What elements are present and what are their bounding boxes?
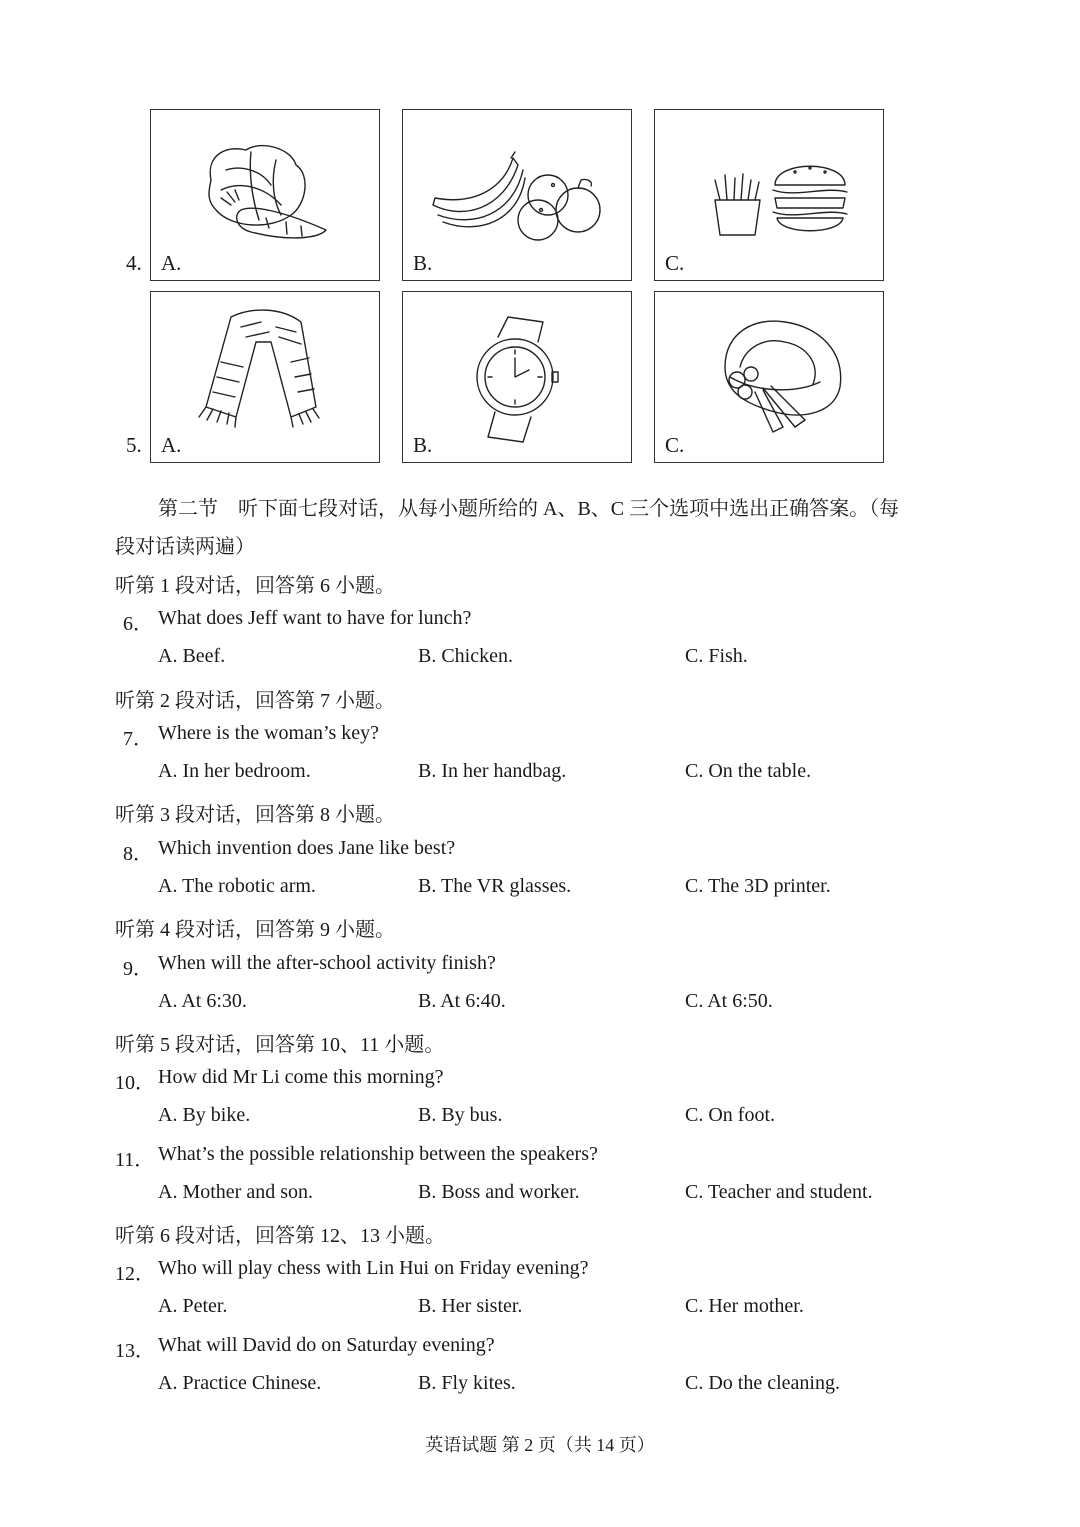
option-c[interactable]: C. On foot.: [685, 1104, 775, 1126]
option-label: A.: [161, 251, 182, 275]
question-number: 12．: [115, 1263, 155, 1285]
question-number: 6．: [123, 613, 153, 635]
option-a[interactable]: A. In her bedroom.: [158, 760, 311, 782]
option-c[interactable]: C. The 3D printer.: [685, 875, 831, 897]
option-a[interactable]: A. Mother and son.: [158, 1181, 313, 1203]
option-a[interactable]: A. At 6:30.: [158, 990, 247, 1012]
page-footer: 英语试题 第 2 页（共 14 页）: [425, 1435, 655, 1455]
option-a[interactable]: A. Practice Chinese.: [158, 1372, 322, 1394]
option-a[interactable]: A. By bike.: [158, 1104, 251, 1126]
question-text: Where is the woman’s key?: [158, 722, 380, 744]
option-b[interactable]: B. By bus.: [418, 1104, 503, 1126]
bananas-oranges-illustration: [403, 110, 633, 282]
question-number: 8．: [123, 843, 153, 865]
dialogue-intro: 听第 2 段对话，回答第 7 小题。: [115, 690, 395, 712]
option-b[interactable]: B. The VR glasses.: [418, 875, 572, 897]
question-number: 11．: [115, 1149, 155, 1171]
section-2-instructions: 第二节 听下面七段对话，从每小题所给的 A、B、C 三个选项中选出正确答案。（每: [158, 498, 900, 520]
option-label: C.: [665, 251, 685, 275]
option-4b-picture[interactable]: [402, 109, 632, 281]
option-b[interactable]: B. Boss and worker.: [418, 1181, 580, 1203]
question-number: 13．: [115, 1340, 155, 1362]
section-2-instructions-cont: 段对话读两遍）: [115, 536, 255, 558]
question-text: What does Jeff want to have for lunch?: [158, 607, 472, 629]
option-label: B.: [413, 251, 433, 275]
cabbage-carrot-illustration: [151, 110, 381, 282]
option-b[interactable]: B. In her handbag.: [418, 760, 567, 782]
question-4-number: 4.: [126, 251, 142, 275]
option-a[interactable]: A. Beef.: [158, 645, 226, 667]
option-b[interactable]: B. Her sister.: [418, 1295, 523, 1317]
option-c[interactable]: C. At 6:50.: [685, 990, 773, 1012]
fries-burger-illustration: [655, 110, 885, 282]
question-text: What’s the possible relationship between the speakers?: [158, 1143, 598, 1165]
option-c[interactable]: C. On the table.: [685, 760, 812, 782]
question-text: When will the after-school activity finish?: [158, 952, 496, 974]
option-5b-picture[interactable]: [402, 291, 632, 463]
option-c[interactable]: C. Her mother.: [685, 1295, 804, 1317]
dialogue-intro: 听第 1 段对话，回答第 6 小题。: [115, 575, 395, 597]
option-label: B.: [413, 433, 433, 457]
dialogue-intro: 听第 5 段对话，回答第 10、11 小题。: [115, 1034, 445, 1056]
question-number: 9．: [123, 958, 153, 980]
option-b[interactable]: B. At 6:40.: [418, 990, 506, 1012]
question-text: What will David do on Saturday evening?: [158, 1334, 495, 1356]
dialogue-intro: 听第 4 段对话，回答第 9 小题。: [115, 919, 395, 941]
option-5a-picture[interactable]: [150, 291, 380, 463]
option-a[interactable]: A. The robotic arm.: [158, 875, 316, 897]
option-b[interactable]: B. Fly kites.: [418, 1372, 516, 1394]
scarf-illustration: [151, 292, 381, 464]
watch-illustration: [403, 292, 633, 464]
option-c[interactable]: C. Fish.: [685, 645, 748, 667]
option-b[interactable]: B. Chicken.: [418, 645, 513, 667]
question-5-number: 5.: [126, 433, 142, 457]
question-text: Which invention does Jane like best?: [158, 837, 456, 859]
option-4c-picture[interactable]: [654, 109, 884, 281]
question-number: 10．: [115, 1072, 155, 1094]
option-4a-picture[interactable]: [150, 109, 380, 281]
question-number: 7．: [123, 728, 153, 750]
option-c[interactable]: C. Do the cleaning.: [685, 1372, 840, 1394]
option-label: A.: [161, 433, 182, 457]
option-label: C.: [665, 433, 685, 457]
question-text: Who will play chess with Lin Hui on Friday evening?: [158, 1257, 589, 1279]
dialogue-intro: 听第 6 段对话，回答第 12、13 小题。: [115, 1225, 445, 1247]
option-a[interactable]: A. Peter.: [158, 1295, 228, 1317]
option-5c-picture[interactable]: [654, 291, 884, 463]
question-text: How did Mr Li come this morning?: [158, 1066, 444, 1088]
option-c[interactable]: C. Teacher and student.: [685, 1181, 873, 1203]
hat-illustration: [655, 292, 885, 464]
dialogue-intro: 听第 3 段对话，回答第 8 小题。: [115, 804, 395, 826]
